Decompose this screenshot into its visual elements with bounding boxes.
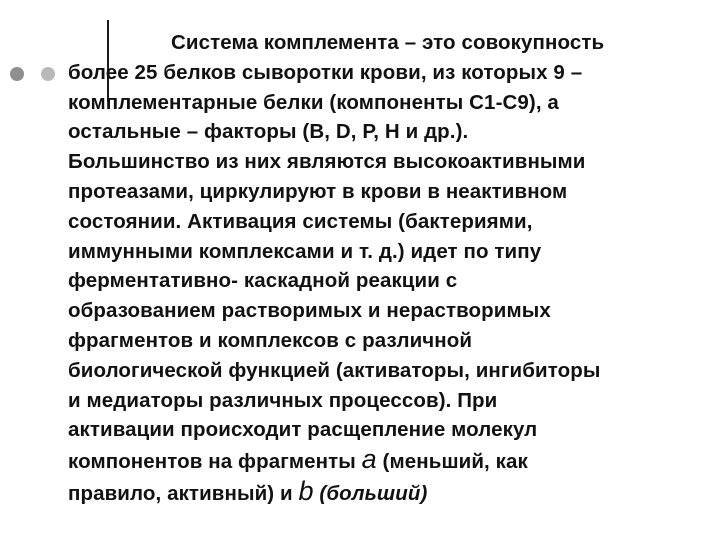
- text-line-fragments: [68, 477, 716, 509]
- text-line: Большинство из них являются высокоактивными: [68, 150, 586, 174]
- text-line: иммунными комплексами и т. д.) идет по типу: [68, 239, 542, 263]
- fragment-a-letter: а: [361, 444, 377, 475]
- text-line: ферментативно- каскадной реакции с: [68, 269, 458, 293]
- text-line: более 25 белков сыворотки крови, из которых 9 –: [68, 60, 583, 84]
- text-line: остальные – факторы (В, D, Р, Н и др.).: [68, 120, 469, 144]
- text-segment: (меньший, как: [376, 450, 528, 474]
- text-line: состоянии. Активация системы (бактериями,: [68, 209, 533, 233]
- text-line-fragments: [68, 445, 716, 477]
- text-line: комплементарные белки (компоненты С1-С9), а: [68, 90, 559, 114]
- text-line: Система комплемента – это совокупность: [171, 31, 605, 54]
- text-line: биологической функцией (активаторы, ингибиторы: [68, 358, 601, 382]
- text-line: образованием растворимых и нерастворимых: [68, 299, 551, 323]
- text-segment-italic: (больший): [313, 481, 428, 505]
- fragment-b-letter: b: [298, 475, 314, 506]
- text-segment: правило, активный) и: [68, 481, 299, 505]
- bullet-dot-light: [41, 67, 55, 81]
- text-line: активации происходит расщепление молекул: [68, 418, 538, 442]
- text-line: фрагментов и комплексов с различной: [68, 328, 473, 352]
- text-segment: компонентов на фрагменты: [68, 450, 362, 474]
- text-line: и медиаторы различных процессов). При: [68, 388, 498, 412]
- bullet-dot-dark: [10, 67, 24, 81]
- slide-body-text: [68, 28, 716, 509]
- text-line: протеазами, циркулируют в крови в неактивном: [68, 179, 568, 203]
